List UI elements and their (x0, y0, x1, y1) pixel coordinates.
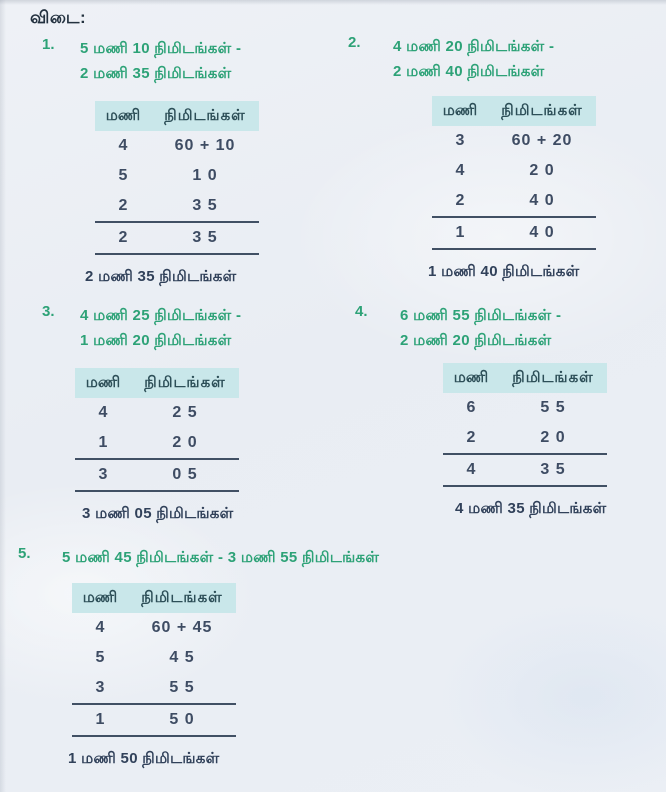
problem-head (355, 303, 607, 353)
table-row (95, 131, 259, 161)
problem-number: 1. (42, 36, 55, 53)
work-table (75, 368, 239, 492)
work-table (443, 363, 607, 487)
table-row (72, 643, 236, 673)
problem-statement (80, 303, 241, 353)
hours-cell: 2 (455, 192, 465, 209)
result-text: 1 மணி 50 நிமிடங்கள் (68, 750, 220, 767)
minutes-header: நிமிடங்கள் (164, 106, 246, 124)
hours-cell: 1 (455, 224, 465, 241)
problem-statement-line: 5 மணி 45 நிமிடங்கள் - 3 மணி 55 நிமிடங்கள் (62, 549, 380, 566)
hours-header: மணி (85, 373, 121, 391)
result-text: 2 மணி 35 நிமிடங்கள் (85, 268, 237, 285)
minutes-cell: 3 5 (192, 197, 218, 214)
problem-number: 2. (348, 34, 361, 51)
problem-statement-line: 5 மணி 10 நிமிடங்கள் - (80, 40, 242, 57)
hours-header: மணி (442, 101, 478, 119)
minutes-cell: 60 + 45 (151, 619, 213, 636)
problem-block-3 (42, 303, 241, 524)
problem-statement (62, 545, 379, 570)
minutes-cell: 60 + 10 (174, 137, 236, 154)
problem-number: 4. (355, 303, 368, 320)
hours-cell: 3 (95, 679, 105, 696)
minutes-cell: 3 5 (192, 229, 218, 246)
minutes-cell: 5 5 (169, 679, 195, 696)
minutes-cell: 2 0 (172, 434, 198, 451)
minutes-cell: 60 + 20 (511, 132, 573, 149)
problem-block-5 (18, 545, 379, 769)
minutes-cell: 4 0 (529, 224, 555, 241)
hours-cell: 4 (455, 162, 465, 179)
table-row (443, 455, 607, 487)
problem-head (42, 303, 241, 353)
minutes-cell: 2 0 (529, 162, 555, 179)
table-row (443, 393, 607, 423)
minutes-cell: 4 5 (169, 649, 195, 666)
table-row (75, 398, 239, 428)
hours-cell: 1 (98, 434, 108, 451)
hours-cell: 4 (98, 404, 108, 421)
table-header-row (95, 101, 259, 131)
hours-header: மணி (453, 368, 489, 386)
problem-statement (400, 303, 561, 353)
table-row (75, 428, 239, 460)
hours-header: மணி (82, 588, 118, 606)
problem-statement (393, 34, 554, 84)
result-text: 1 மணி 40 நிமிடங்கள் (428, 263, 580, 280)
table-row (432, 186, 596, 218)
table-header-row (432, 96, 596, 126)
hours-cell: 4 (118, 137, 128, 154)
minutes-cell: 5 0 (169, 711, 195, 728)
table-row (72, 613, 236, 643)
hours-cell: 2 (466, 429, 476, 446)
table-row (72, 705, 236, 737)
hours-cell: 5 (118, 167, 128, 184)
minutes-cell: 4 0 (529, 192, 555, 209)
problem-statement-line: 4 மணி 25 நிமிடங்கள் - (80, 307, 242, 324)
table-header-row (443, 363, 607, 393)
result-text: 3 மணி 05 நிமிடங்கள் (82, 505, 234, 522)
hours-cell: 6 (466, 399, 476, 416)
result-text: 4 மணி 35 நிமிடங்கள் (455, 500, 607, 517)
minutes-cell: 2 5 (172, 404, 198, 421)
table-row (75, 460, 239, 492)
minutes-header: நிமிடங்கள் (501, 101, 583, 119)
hours-cell: 2 (118, 229, 128, 246)
hours-cell: 3 (455, 132, 465, 149)
table-row (95, 223, 259, 255)
table-header-row (75, 368, 239, 398)
table-row (443, 423, 607, 455)
hours-cell: 3 (98, 466, 108, 483)
minutes-cell: 1 0 (192, 167, 218, 184)
table-body (443, 393, 607, 487)
problem-statement-line: 1 மணி 20 நிமிடங்கள் (80, 332, 232, 349)
problem-statement-line: 2 மணி 35 நிமிடங்கள் (80, 65, 232, 82)
problem-head (348, 34, 596, 84)
problem-statement-line: 2 மணி 20 நிமிடங்கள் (400, 332, 552, 349)
table-row (72, 673, 236, 705)
work-table (95, 101, 259, 255)
hours-cell: 2 (118, 197, 128, 214)
table-row (432, 218, 596, 250)
problem-block-4 (355, 303, 607, 519)
minutes-header: நிமிடங்கள் (141, 588, 223, 606)
minutes-header: நிமிடங்கள் (512, 368, 594, 386)
hours-cell: 4 (95, 619, 105, 636)
table-body (432, 126, 596, 250)
table-row (95, 161, 259, 191)
problem-block-2 (348, 34, 596, 282)
minutes-header: நிமிடங்கள் (144, 373, 226, 391)
hours-header: மணி (105, 106, 141, 124)
page-title: விடை: (30, 8, 87, 27)
table-header-row (72, 583, 236, 613)
table-body (75, 398, 239, 492)
table-row (432, 156, 596, 186)
problem-block-1 (42, 36, 259, 287)
problem-statement-line: 2 மணி 40 நிமிடங்கள் (393, 63, 545, 80)
minutes-cell: 0 5 (172, 466, 198, 483)
table-body (95, 131, 259, 255)
problem-statement-line: 4 மணி 20 நிமிடங்கள் - (393, 38, 555, 55)
table-row (95, 191, 259, 223)
work-table (432, 96, 596, 250)
table-body (72, 613, 236, 737)
problem-statement (80, 36, 241, 86)
problem-number: 3. (42, 303, 55, 320)
problem-head (18, 545, 379, 570)
table-row (432, 126, 596, 156)
minutes-cell: 3 5 (540, 461, 566, 478)
minutes-cell: 5 5 (540, 399, 566, 416)
minutes-cell: 2 0 (540, 429, 566, 446)
problem-head (42, 36, 259, 86)
hours-cell: 1 (95, 711, 105, 728)
work-table (72, 583, 236, 737)
problem-statement-line: 6 மணி 55 நிமிடங்கள் - (400, 307, 562, 324)
hours-cell: 5 (95, 649, 105, 666)
problem-number: 5. (18, 545, 31, 562)
hours-cell: 4 (466, 461, 476, 478)
